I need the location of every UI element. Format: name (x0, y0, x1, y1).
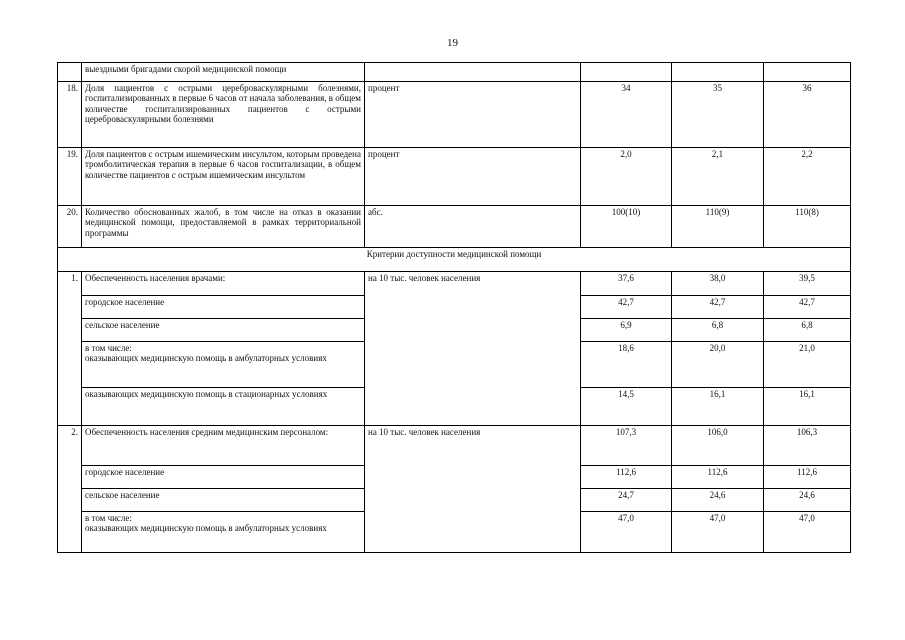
indicator-name: выездными бригадами скорой медицинской помощи (82, 63, 365, 82)
value-year-2: 35 (672, 82, 764, 148)
value-year-2: 106,0 (672, 426, 764, 466)
criteria-table (57, 62, 851, 553)
value-year-2: 42,7 (672, 296, 764, 319)
value-year-3: 6,8 (764, 319, 851, 342)
value-year-3: 16,1 (764, 388, 851, 426)
value-year-3: 2,2 (764, 148, 851, 206)
indicator-name: в том числе: оказывающих медицинскую помощь в амбулаторных условиях (82, 512, 365, 553)
indicator-name: городское население (82, 466, 365, 489)
row-number: 2. (58, 426, 82, 553)
value-year-2: 112,6 (672, 466, 764, 489)
value-year-2: 38,0 (672, 272, 764, 296)
value-year-2: 2,1 (672, 148, 764, 206)
row-number (58, 63, 82, 82)
value-year-1: 14,5 (581, 388, 672, 426)
section-title: Критерии доступности медицинской помощи (58, 248, 851, 272)
page-number: 19 (447, 37, 458, 49)
value-year-2: 47,0 (672, 512, 764, 553)
table-row (58, 63, 851, 82)
value-year-3: 112,6 (764, 466, 851, 489)
value-year-2: 6,8 (672, 319, 764, 342)
unit-cell: на 10 тыс. человек населения (365, 426, 581, 553)
value-year-2: 24,6 (672, 489, 764, 512)
value-year-1: 42,7 (581, 296, 672, 319)
table-row (58, 206, 851, 248)
indicator-name: Количество обоснованных жалоб, в том числе на отказ в оказании медицинской помощи, предоставляемой в рамках территориальной программы (82, 206, 365, 248)
value-year-3: 36 (764, 82, 851, 148)
section-row (58, 248, 851, 272)
unit-cell (365, 63, 581, 82)
value-year-1: 37,6 (581, 272, 672, 296)
indicator-name: сельское население (82, 319, 365, 342)
table-row (58, 148, 851, 206)
value-year-1: 18,6 (581, 342, 672, 388)
value-year-3: 39,5 (764, 272, 851, 296)
value-year-1: 100(10) (581, 206, 672, 248)
value-year-3: 42,7 (764, 296, 851, 319)
value-year-2 (672, 63, 764, 82)
indicator-name: Обеспеченность населения средним медицинским персоналом: (82, 426, 365, 466)
indicator-name: городское население (82, 296, 365, 319)
value-year-3: 47,0 (764, 512, 851, 553)
value-year-1: 24,7 (581, 489, 672, 512)
row-number: 19. (58, 148, 82, 206)
indicator-name: Обеспеченность населения врачами: (82, 272, 365, 296)
value-year-3: 106,3 (764, 426, 851, 466)
value-year-1: 47,0 (581, 512, 672, 553)
indicator-name: оказывающих медицинскую помощь в стационарных условиях (82, 388, 365, 426)
indicator-name: в том числе: оказывающих медицинскую помощь в амбулаторных условиях (82, 342, 365, 388)
table-row (58, 426, 851, 466)
value-year-1: 107,3 (581, 426, 672, 466)
row-number: 20. (58, 206, 82, 248)
value-year-1: 2,0 (581, 148, 672, 206)
unit-cell: процент (365, 148, 581, 206)
table-row (58, 82, 851, 148)
value-year-1: 112,6 (581, 466, 672, 489)
value-year-2: 16,1 (672, 388, 764, 426)
unit-cell: процент (365, 82, 581, 148)
criteria-table-body (58, 63, 851, 553)
indicator-name: Доля пациентов с острым ишемическим инсультом, которым проведена тромболитическая терапия в первые 6 часов госпитализации, в общем количестве пациентов с острым ишемическим инсультом (82, 148, 365, 206)
row-number: 1. (58, 272, 82, 426)
unit-cell: абс. (365, 206, 581, 248)
indicator-name: Доля пациентов с острыми цереброваскулярными болезнями, госпитализированных в первые 6 часов от начала заболевания, в общем количестве госпитализированных пациентов с острыми цереброваскулярными болезнями (82, 82, 365, 148)
value-year-1 (581, 63, 672, 82)
value-year-1: 6,9 (581, 319, 672, 342)
indicator-name: сельское население (82, 489, 365, 512)
value-year-3: 21,0 (764, 342, 851, 388)
value-year-1: 34 (581, 82, 672, 148)
value-year-2: 20,0 (672, 342, 764, 388)
value-year-3: 24,6 (764, 489, 851, 512)
value-year-3: 110(8) (764, 206, 851, 248)
value-year-2: 110(9) (672, 206, 764, 248)
value-year-3 (764, 63, 851, 82)
table-row (58, 272, 851, 296)
unit-cell: на 10 тыс. человек населения (365, 272, 581, 426)
row-number: 18. (58, 82, 82, 148)
